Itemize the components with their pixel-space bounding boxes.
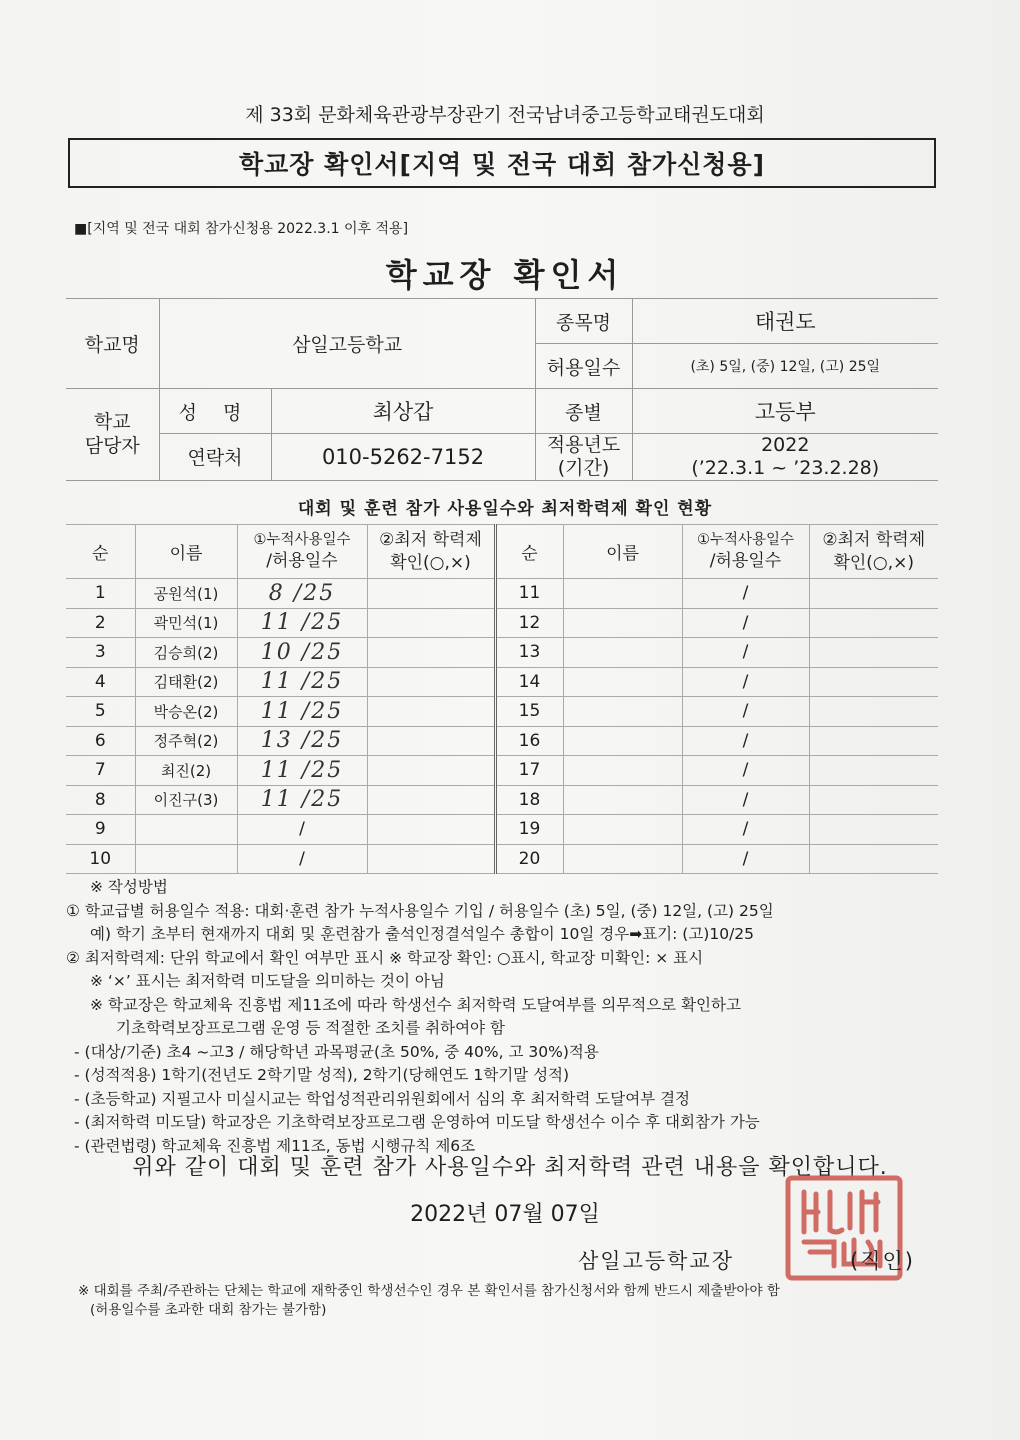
method-line-3: ② 최저학력제: 단위 학교에서 확인 여부만 표시 ※ 학교장 확인: ○표시, 학교장 미확인: × 표시 [66,948,704,967]
method-line-6: 기초학력보장프로그램 운영 등 적절한 조치를 취하여야 함 [116,1019,505,1037]
row-academic-check [367,726,495,756]
row-days-right: / [682,579,809,609]
row-days: 11 /25 [237,697,367,727]
header-academic-right-line1: ②최저 학력제 [822,530,926,551]
row-days: 11 /25 [237,667,367,697]
school-label: 학교명 [66,299,159,389]
header-academic-line1: ②최저 학력제 [379,530,482,551]
document-title-box: 학교장 확인서[지역 및 전국 대회 참가신청용] [68,138,936,188]
row-days-right: / [682,697,809,727]
method-line-2: 예) 학기 초부터 현재까지 대회 및 훈련참가 출석인정결석일수 총합이 10일 경우➡표기: (고)10/25 [90,925,755,943]
row-no: 4 [66,667,135,697]
row-days-right: / [682,638,809,668]
table-row [66,667,938,697]
header-days-right [682,525,809,579]
row-name-right [563,579,682,609]
row-days-right: / [682,726,809,756]
athlete-table [66,524,938,874]
row-academic-check-right [809,638,938,668]
apply-year-label [535,434,632,481]
row-academic-check [367,844,495,874]
row-name-right [563,844,682,874]
row-academic-check-right [809,608,938,638]
row-academic-check [367,579,495,609]
row-days-right: / [682,667,809,697]
method-line-10: - (최저학력 미도달) 학교장은 기초학력보장프로그램 운영하여 미도달 학생선수 이수 후 대회참가 가능 [74,1113,760,1131]
header-days-right-line1: ①누적사용일수 [696,532,795,549]
row-days-right: / [682,608,809,638]
table-row [66,815,938,845]
row-no: 2 [66,608,135,638]
footnote-line-2: (허용일수를 초과한 대회 참가는 불가함) [90,1302,327,1318]
row-academic-check-right [809,726,938,756]
apply-year-value [632,434,938,481]
row-no-right: 20 [495,844,563,874]
row-name-right [563,667,682,697]
header-days-right-line2: /허용일수 [709,550,782,571]
row-name-right [563,726,682,756]
table-row [66,756,938,786]
header-academic-right [809,525,938,579]
contact-label: 연락처 [159,434,271,481]
row-no: 7 [66,756,135,786]
section-title: 대회 및 훈련 참가 사용일수와 최저학력제 확인 현황 [297,499,713,519]
row-no-right: 16 [495,726,563,756]
row-name [135,815,237,845]
row-days-right: / [682,785,809,815]
apply-note: ■[지역 및 전국 대회 참가신청용 2022.3.1 이후 적용] [74,221,409,237]
row-academic-check [367,785,495,815]
apply-year-value-line1: 2022 [761,434,810,456]
row-academic-check-right [809,697,938,727]
row-name: 곽민석(1) [135,608,237,638]
row-days: 13 /25 [237,726,367,756]
row-no: 5 [66,697,135,727]
school-info-table [66,298,938,481]
table-row [66,608,938,638]
allowed-days-label: 허용일수 [535,344,632,389]
principal-title: 삼일고등학교장 [578,1249,735,1273]
row-academic-check [367,697,495,727]
method-line-1: ① 학교급별 허용일수 적용: 대회·훈련 참가 누적사용일수 기입 / 허용일수 (초) 5일, (중) 12일, (고) 25일 [66,901,774,920]
writing-instructions [66,876,946,1158]
row-no: 8 [66,785,135,815]
row-name-right [563,638,682,668]
row-academic-check-right [809,667,938,697]
row-no: 6 [66,726,135,756]
contact-value: 010-5262-7152 [271,434,535,481]
row-name: 이진구(3) [135,785,237,815]
row-name [135,844,237,874]
row-academic-check [367,815,495,845]
form-title: 학교장 확인서 [385,256,625,294]
header-days-line1: ①누적사용일수 [253,532,351,549]
row-academic-check-right [809,756,938,786]
row-no: 10 [66,844,135,874]
row-no-right: 17 [495,756,563,786]
row-days-right: / [682,815,809,845]
apply-year-value-line2: (’22.3.1 ~ ’23.2.28) [691,456,880,479]
method-line-5: ※ 학교장은 학교체육 진흥법 제11조에 따라 학생선수 최저학력 도달여부를 의무적으로 확인하고 [90,995,741,1014]
header-days [237,525,367,579]
row-name-right [563,697,682,727]
confirmation-statement: 위와 같이 대회 및 훈련 참가 사용일수와 최저학력 관련 내용을 확인합니다. [132,1155,888,1180]
header-no-right: 순 [495,525,563,579]
event-title: 제 33회 문화체육관광부장관기 전국남녀중고등학교태권도대회 [245,104,765,126]
footnote [78,1282,948,1320]
row-days: / [237,844,367,874]
table-row [66,579,938,609]
row-name-right [563,785,682,815]
manager-name: 최상갑 [271,389,535,434]
row-name: 최진(2) [135,756,237,786]
manager-label-line2: 담당자 [84,435,140,458]
row-days: 10 /25 [237,638,367,668]
method-line-11: - (관련법령) 학교체육 진흥법 제11조, 동법 시행규칙 제6조 [74,1136,476,1155]
table-row [66,697,938,727]
row-no-right: 18 [495,785,563,815]
row-academic-check [367,638,495,668]
header-days-line2: /허용일수 [266,550,338,571]
manager-label-line1: 학교 [93,410,131,433]
seal-label: (직인) [850,1249,915,1273]
method-line-8: - (성적적용) 1학기(전년도 2학기말 성적), 2학기(당해연도 1학기말 성적) [74,1066,570,1084]
row-academic-check-right [809,579,938,609]
row-no: 3 [66,638,135,668]
row-days: 11 /25 [237,756,367,786]
row-days: 8 /25 [237,579,367,609]
division-value: 고등부 [632,389,938,434]
method-line-4: ※ ‘×’ 표시는 최저학력 미도달을 의미하는 것이 아님 [90,972,445,990]
school-name: 삼일고등학교 [159,299,535,389]
table-row [66,844,938,874]
row-name-right [563,608,682,638]
name-label: 성 명 [159,389,271,434]
table-row [66,785,938,815]
row-academic-check [367,756,495,786]
row-no-right: 15 [495,697,563,727]
event-label: 종목명 [535,299,632,344]
row-name: 공원석(1) [135,579,237,609]
method-line-9: - (초등학교) 지필고사 미실시교는 학업성적관리위원회에서 심의 후 최저학력 도달여부 결정 [74,1089,691,1108]
header-name-right: 이름 [563,525,682,579]
table-row [66,726,938,756]
apply-year-label-line2: (기간) [557,456,610,479]
row-days-right: / [682,844,809,874]
header-academic-right-line2: 확인(○,×) [833,552,915,573]
row-name: 김태환(2) [135,667,237,697]
row-name: 김승희(2) [135,638,237,668]
row-academic-check [367,608,495,638]
row-days: 11 /25 [237,608,367,638]
apply-year-label-line1: 적용년도 [546,434,621,456]
row-no: 1 [66,579,135,609]
row-name-right [563,756,682,786]
event-value: 태권도 [632,299,938,344]
row-days: / [237,815,367,845]
row-name-right [563,815,682,845]
allowed-days-value: (초) 5일, (중) 12일, (고) 25일 [632,344,938,389]
row-no: 9 [66,815,135,845]
row-academic-check-right [809,815,938,845]
method-line-7: - (대상/기준) 초4 ~고3 / 해당학년 과목평균(초 50%, 중 40%, 고 30%)적용 [74,1042,599,1061]
row-days: 11 /25 [237,785,367,815]
row-academic-check-right [809,844,938,874]
row-no-right: 13 [495,638,563,668]
division-label: 종별 [535,389,632,434]
row-academic-check-right [809,785,938,815]
method-heading: ※ 작성방법 [90,878,168,896]
row-no-right: 19 [495,815,563,845]
row-no-right: 14 [495,667,563,697]
row-no-right: 12 [495,608,563,638]
row-name: 박승온(2) [135,697,237,727]
row-academic-check [367,667,495,697]
header-academic [367,525,495,579]
row-days-right: / [682,756,809,786]
header-no: 순 [66,525,135,579]
document-date: 2022년 07월 07일 [410,1202,600,1227]
row-name: 정주혁(2) [135,726,237,756]
footnote-line-1: ※ 대회를 주최/주관하는 단체는 학교에 재학중인 학생선수인 경우 본 확인서를 참가신청서와 함께 반드시 제출받아야 함 [78,1283,780,1299]
header-name: 이름 [135,525,237,579]
header-academic-line2: 확인(○,×) [390,552,471,573]
table-row [66,638,938,668]
row-no-right: 11 [495,579,563,609]
manager-label [66,389,159,481]
